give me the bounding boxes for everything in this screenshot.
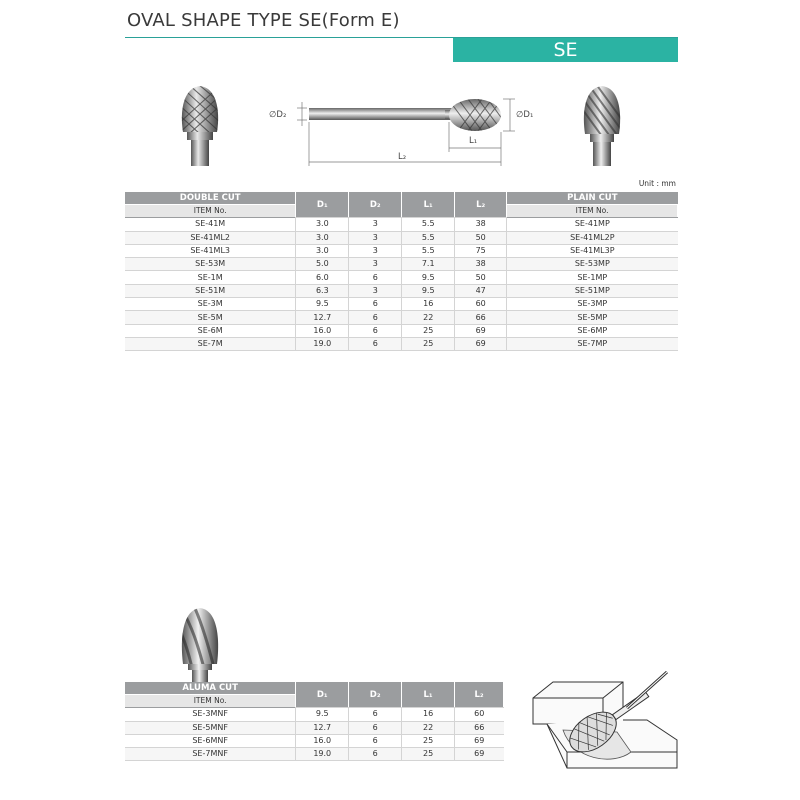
table-row [125, 244, 678, 257]
cell-l1: 25 [402, 748, 455, 761]
cell-l1: 5.5 [402, 218, 455, 231]
col-l2-header: L₂ [455, 192, 507, 218]
plain-cut-header: PLAIN CUT [507, 192, 678, 205]
aluma-cut-header: ALUMA CUT [125, 682, 296, 695]
table-row [125, 324, 678, 337]
cell-l2: 50 [455, 271, 507, 284]
cell-double: SE-41M [125, 218, 296, 231]
cell-item: SE-7MNF [125, 748, 296, 761]
cell-l2: 69 [455, 734, 504, 747]
cell-d1: 12.7 [296, 311, 349, 324]
cell-d2: 6 [349, 748, 402, 761]
cell-l1: 7.1 [402, 258, 455, 271]
cell-plain: SE-41ML2P [507, 231, 678, 244]
burr-dimension-drawing [265, 90, 555, 172]
cell-d1: 6.0 [296, 271, 349, 284]
cell-plain: SE-41ML3P [507, 244, 678, 257]
table-row [125, 284, 678, 297]
plain-item-no-header: ITEM No. [507, 205, 678, 218]
cell-l1: 25 [402, 337, 455, 350]
cell-d1: 3.0 [296, 244, 349, 257]
cell-l1: 16 [402, 708, 455, 721]
aluma-col-d2-header: D₂ [349, 682, 402, 708]
cell-plain: SE-41MP [507, 218, 678, 231]
cell-d1: 6.3 [296, 284, 349, 297]
cell-l2: 66 [455, 721, 504, 734]
cell-d1: 19.0 [296, 337, 349, 350]
cell-l2: 69 [455, 324, 507, 337]
cell-l2: 75 [455, 244, 507, 257]
unit-label: Unit : mm [638, 179, 676, 188]
aluma-col-l2-header: L₂ [455, 682, 504, 708]
cell-l2: 69 [455, 748, 504, 761]
cell-l2: 50 [455, 231, 507, 244]
page-title: OVAL SHAPE TYPE SE(Form E) [127, 10, 400, 31]
aluma-cut-table [125, 682, 504, 761]
dim-l2-label: L₂ [398, 152, 407, 162]
cell-d2: 6 [349, 708, 402, 721]
cell-plain: SE-3MP [507, 298, 678, 311]
cell-d2: 6 [349, 734, 402, 747]
cell-l2: 38 [455, 218, 507, 231]
dim-l1-label: L₁ [469, 136, 478, 146]
cell-l1: 9.5 [402, 284, 455, 297]
application-illustration [527, 668, 681, 778]
cell-plain: SE-7MP [507, 337, 678, 350]
cell-item: SE-5MNF [125, 721, 296, 734]
aluma-col-l1-header: L₁ [402, 682, 455, 708]
cell-d2: 6 [349, 324, 402, 337]
cell-double: SE-1M [125, 271, 296, 284]
type-badge: SE [453, 38, 678, 62]
double-cut-header: DOUBLE CUT [125, 192, 296, 205]
cell-l1: 16 [402, 298, 455, 311]
table-row [125, 218, 678, 231]
cell-d2: 6 [349, 721, 402, 734]
cell-d2: 6 [349, 337, 402, 350]
table-row [125, 337, 678, 350]
cell-d1: 16.0 [296, 324, 349, 337]
cell-d2: 6 [349, 298, 402, 311]
dim-d2-label: ∅D₂ [269, 110, 287, 120]
table-row [125, 231, 678, 244]
cell-double: SE-3M [125, 298, 296, 311]
double-cut-burr-image [178, 84, 222, 166]
cell-d1: 12.7 [296, 721, 349, 734]
col-d1-header: D₁ [296, 192, 349, 218]
cell-double: SE-53M [125, 258, 296, 271]
cell-item: SE-6MNF [125, 734, 296, 747]
cell-l2: 38 [455, 258, 507, 271]
col-d2-header: D₂ [349, 192, 402, 218]
cell-l2: 60 [455, 298, 507, 311]
table-row [125, 748, 504, 761]
aluma-col-d1-header: D₁ [296, 682, 349, 708]
cell-double: SE-6M [125, 324, 296, 337]
cell-double: SE-7M [125, 337, 296, 350]
table-row [125, 311, 678, 324]
cell-d2: 3 [349, 284, 402, 297]
cell-d2: 3 [349, 258, 402, 271]
double-plain-cut-table [125, 192, 678, 351]
cell-l2: 47 [455, 284, 507, 297]
cell-l1: 22 [402, 311, 455, 324]
cell-l2: 69 [455, 337, 507, 350]
double-item-no-header: ITEM No. [125, 205, 296, 218]
cell-plain: SE-5MP [507, 311, 678, 324]
cell-l1: 25 [402, 324, 455, 337]
cell-d2: 6 [349, 271, 402, 284]
cell-l1: 9.5 [402, 271, 455, 284]
table-row [125, 258, 678, 271]
table-row [125, 708, 504, 721]
cell-double: SE-51M [125, 284, 296, 297]
table-row [125, 721, 504, 734]
cell-double: SE-41ML3 [125, 244, 296, 257]
cell-l1: 22 [402, 721, 455, 734]
cell-l2: 60 [455, 708, 504, 721]
cell-d2: 3 [349, 231, 402, 244]
cell-double: SE-41ML2 [125, 231, 296, 244]
cell-double: SE-5M [125, 311, 296, 324]
cell-d1: 19.0 [296, 748, 349, 761]
cell-plain: SE-6MP [507, 324, 678, 337]
table-row [125, 298, 678, 311]
table-row [125, 271, 678, 284]
col-l1-header: L₁ [402, 192, 455, 218]
cell-d2: 3 [349, 244, 402, 257]
cell-l1: 5.5 [402, 231, 455, 244]
cell-item: SE-3MNF [125, 708, 296, 721]
dim-d1-label: ∅D₁ [516, 110, 534, 120]
table-row [125, 734, 504, 747]
cell-plain: SE-53MP [507, 258, 678, 271]
aluma-item-no-header: ITEM No. [125, 695, 296, 708]
cell-d1: 5.0 [296, 258, 349, 271]
cell-d1: 3.0 [296, 231, 349, 244]
plain-cut-burr-image [580, 84, 624, 166]
cell-d1: 9.5 [296, 708, 349, 721]
cell-d2: 3 [349, 218, 402, 231]
cell-l1: 25 [402, 734, 455, 747]
cell-l2: 66 [455, 311, 507, 324]
cell-plain: SE-51MP [507, 284, 678, 297]
cell-d1: 16.0 [296, 734, 349, 747]
aluma-cut-burr-image [178, 606, 222, 688]
cell-d1: 3.0 [296, 218, 349, 231]
cell-plain: SE-1MP [507, 271, 678, 284]
cell-d1: 9.5 [296, 298, 349, 311]
cell-l1: 5.5 [402, 244, 455, 257]
cell-d2: 6 [349, 311, 402, 324]
